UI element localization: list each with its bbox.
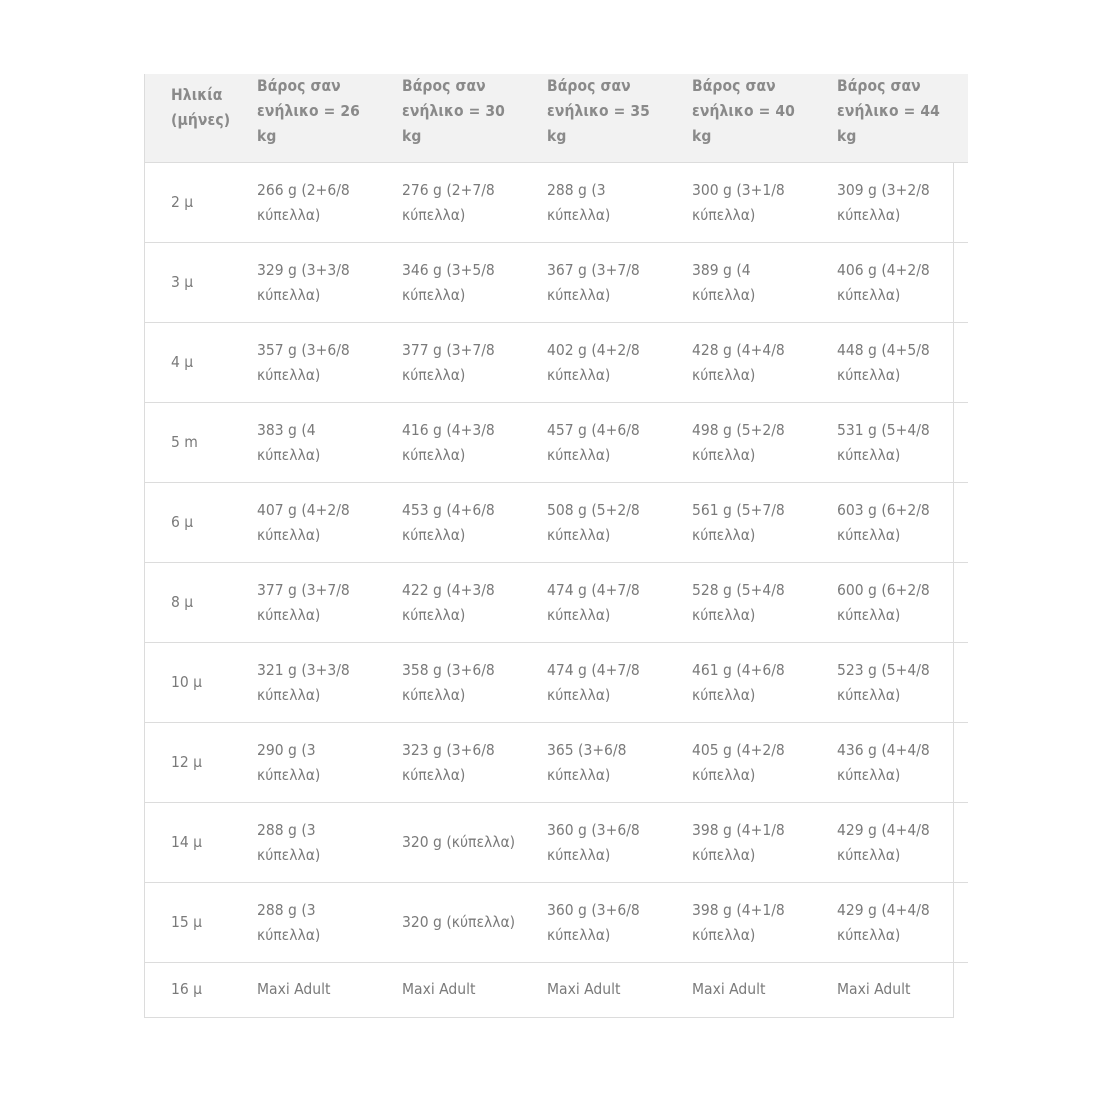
portion-line: κύπελλα)	[837, 525, 901, 544]
header-weight-0	[243, 74, 388, 162]
portion-cell	[243, 722, 388, 802]
header-weight-line: Βάρος σαν	[837, 77, 921, 95]
portion-line: κύπελλα)	[547, 845, 611, 864]
portion-line: κύπελλα)	[547, 365, 611, 384]
portion-cell	[678, 562, 823, 642]
header-weight-4	[823, 74, 968, 162]
portion-line: 528 g (5+4/8	[692, 580, 785, 599]
portion-line: κύπελλα)	[837, 605, 901, 624]
header-row	[145, 74, 968, 162]
header-age-line: Ηλικία	[171, 86, 223, 104]
age-cell: 5 m	[171, 432, 198, 451]
table-row	[145, 802, 968, 882]
portion-line: 531 g (5+4/8	[837, 420, 930, 439]
portion-line: 266 g (2+6/8	[257, 180, 350, 199]
portion-line: 346 g (3+5/8	[402, 260, 495, 279]
header-weight-1	[388, 74, 533, 162]
header-weight-line: kg	[402, 127, 422, 145]
portion-line: 429 g (4+4/8	[837, 900, 930, 919]
portion-line: 321 g (3+3/8	[257, 660, 350, 679]
portion-line: κύπελλα)	[257, 765, 321, 784]
portion-line: 367 g (3+7/8	[547, 260, 640, 279]
portion-line: 508 g (5+2/8	[547, 500, 640, 519]
portion-line: κύπελλα)	[257, 845, 321, 864]
portion-cell	[823, 162, 968, 242]
portion-cell	[678, 642, 823, 722]
portion-line: 360 g (3+6/8	[547, 900, 640, 919]
table-row	[145, 642, 968, 722]
portion-cell	[243, 882, 388, 962]
portion-line: κύπελλα)	[257, 285, 321, 304]
portion-cell	[388, 242, 533, 322]
portion-cell	[823, 322, 968, 402]
portion-cell	[388, 802, 533, 882]
portion-cell	[388, 562, 533, 642]
portion-line: κύπελλα)	[257, 365, 321, 384]
portion-line: κύπελλα)	[547, 685, 611, 704]
feeding-table-container	[144, 74, 954, 1018]
portion-cell	[823, 482, 968, 562]
portion-line: 323 g (3+6/8	[402, 740, 495, 759]
portion-line: 288 g (3	[257, 900, 316, 919]
portion-line: Maxi Adult	[547, 980, 621, 999]
portion-line: κύπελλα)	[257, 525, 321, 544]
age-cell: 3 μ	[171, 272, 194, 291]
table-row	[145, 882, 968, 962]
portion-line: κύπελλα)	[837, 285, 901, 304]
portion-line: 290 g (3	[257, 740, 316, 759]
table-row	[145, 482, 968, 562]
portion-line: κύπελλα)	[257, 205, 321, 224]
portion-cell	[823, 962, 968, 1017]
portion-cell	[388, 722, 533, 802]
portion-cell	[533, 882, 678, 962]
table-row	[145, 962, 968, 1017]
portion-cell	[533, 242, 678, 322]
age-cell: 14 μ	[171, 832, 203, 851]
table-row	[145, 322, 968, 402]
portion-cell	[243, 962, 388, 1017]
header-age	[145, 74, 243, 162]
portion-line: κύπελλα)	[692, 925, 756, 944]
portion-line: 561 g (5+7/8	[692, 500, 785, 519]
portion-cell	[678, 402, 823, 482]
table-row	[145, 402, 968, 482]
portion-line: 365 (3+6/8	[547, 740, 627, 759]
portion-line: 360 g (3+6/8	[547, 820, 640, 839]
portion-cell	[823, 882, 968, 962]
portion-cell	[678, 242, 823, 322]
portion-line: Maxi Adult	[257, 980, 331, 999]
header-weight-line: Βάρος σαν	[257, 77, 341, 95]
header-weight-3	[678, 74, 823, 162]
portion-line: Maxi Adult	[402, 980, 476, 999]
portion-line: κύπελλα)	[547, 285, 611, 304]
portion-cell	[678, 482, 823, 562]
portion-line: κύπελλα)	[692, 845, 756, 864]
portion-line: κύπελλα)	[402, 525, 466, 544]
portion-cell	[533, 482, 678, 562]
portion-line: κύπελλα)	[692, 365, 756, 384]
portion-line: 600 g (6+2/8	[837, 580, 930, 599]
age-cell: 16 μ	[171, 980, 203, 999]
header-weight-line: Βάρος σαν	[692, 77, 776, 95]
portion-cell	[388, 962, 533, 1017]
portion-line: κύπελλα)	[837, 685, 901, 704]
header-weight-line: kg	[257, 127, 277, 145]
portion-cell	[823, 642, 968, 722]
portion-line: 407 g (4+2/8	[257, 500, 350, 519]
portion-line: 358 g (3+6/8	[402, 660, 495, 679]
portion-line: 357 g (3+6/8	[257, 340, 350, 359]
portion-cell	[678, 722, 823, 802]
portion-line: κύπελλα)	[402, 685, 466, 704]
portion-line: Maxi Adult	[692, 980, 766, 999]
portion-cell	[678, 802, 823, 882]
portion-line: κύπελλα)	[692, 525, 756, 544]
portion-line: 276 g (2+7/8	[402, 180, 495, 199]
portion-line: κύπελλα)	[692, 765, 756, 784]
portion-cell	[243, 162, 388, 242]
portion-line: 320 g (κύπελλα)	[402, 912, 516, 931]
portion-cell	[388, 402, 533, 482]
portion-cell	[533, 802, 678, 882]
portion-line: 436 g (4+4/8	[837, 740, 930, 759]
age-cell: 15 μ	[171, 912, 203, 931]
table-body	[145, 162, 968, 1017]
portion-line: 498 g (5+2/8	[692, 420, 785, 439]
portion-line: 428 g (4+4/8	[692, 340, 785, 359]
portion-line: 309 g (3+2/8	[837, 180, 930, 199]
age-cell: 8 μ	[171, 592, 194, 611]
portion-line: κύπελλα)	[402, 765, 466, 784]
header-weight-line: kg	[547, 127, 567, 145]
portion-cell	[823, 802, 968, 882]
header-age-line: (μήνες)	[171, 111, 231, 129]
portion-line: 300 g (3+1/8	[692, 180, 785, 199]
age-cell: 6 μ	[171, 512, 194, 531]
portion-cell	[533, 642, 678, 722]
portion-cell	[533, 322, 678, 402]
portion-cell	[388, 642, 533, 722]
portion-line: 461 g (4+6/8	[692, 660, 785, 679]
portion-line: 406 g (4+2/8	[837, 260, 930, 279]
table-row	[145, 562, 968, 642]
header-weight-line: Βάρος σαν	[547, 77, 631, 95]
portion-cell	[388, 322, 533, 402]
portion-line: κύπελλα)	[547, 765, 611, 784]
portion-cell	[243, 642, 388, 722]
portion-line: κύπελλα)	[692, 445, 756, 464]
portion-cell	[823, 562, 968, 642]
portion-line: 377 g (3+7/8	[257, 580, 350, 599]
header-weight-line: kg	[692, 127, 712, 145]
portion-line: κύπελλα)	[547, 605, 611, 624]
header-weight-line: ενήλικο = 44	[837, 102, 940, 120]
header-weight-line: Βάρος σαν	[402, 77, 486, 95]
portion-cell	[243, 322, 388, 402]
portion-line: 405 g (4+2/8	[692, 740, 785, 759]
portion-cell	[533, 722, 678, 802]
portion-line: κύπελλα)	[402, 205, 466, 224]
portion-line: 383 g (4	[257, 420, 316, 439]
table-row	[145, 722, 968, 802]
portion-line: 474 g (4+7/8	[547, 660, 640, 679]
portion-line: κύπελλα)	[257, 445, 321, 464]
portion-cell	[243, 402, 388, 482]
portion-cell	[823, 722, 968, 802]
portion-line: 448 g (4+5/8	[837, 340, 930, 359]
portion-line: κύπελλα)	[257, 925, 321, 944]
portion-cell	[533, 562, 678, 642]
header-weight-line: ενήλικο = 26	[257, 102, 360, 120]
portion-line: 402 g (4+2/8	[547, 340, 640, 359]
portion-line: κύπελλα)	[402, 285, 466, 304]
portion-line: κύπελλα)	[547, 205, 611, 224]
portion-cell	[388, 882, 533, 962]
portion-line: 398 g (4+1/8	[692, 820, 785, 839]
portion-line: κύπελλα)	[547, 525, 611, 544]
portion-cell	[678, 962, 823, 1017]
portion-line: κύπελλα)	[547, 445, 611, 464]
portion-line: κύπελλα)	[837, 845, 901, 864]
portion-line: κύπελλα)	[837, 925, 901, 944]
portion-cell	[243, 562, 388, 642]
feeding-table	[145, 74, 968, 1017]
header-weight-line: ενήλικο = 40	[692, 102, 795, 120]
portion-line: κύπελλα)	[837, 765, 901, 784]
portion-cell	[388, 162, 533, 242]
age-cell: 10 μ	[171, 672, 203, 691]
portion-line: 288 g (3	[257, 820, 316, 839]
header-weight-2	[533, 74, 678, 162]
portion-line: 453 g (4+6/8	[402, 500, 495, 519]
portion-line: 422 g (4+3/8	[402, 580, 495, 599]
portion-line: 320 g (κύπελλα)	[402, 832, 516, 851]
portion-cell	[678, 322, 823, 402]
portion-line: κύπελλα)	[257, 685, 321, 704]
header-weight-line: kg	[837, 127, 857, 145]
age-cell: 2 μ	[171, 192, 194, 211]
portion-cell	[243, 802, 388, 882]
header-weight-line: ενήλικο = 35	[547, 102, 650, 120]
portion-line: 429 g (4+4/8	[837, 820, 930, 839]
portion-line: 416 g (4+3/8	[402, 420, 495, 439]
portion-line: κύπελλα)	[692, 285, 756, 304]
portion-line: κύπελλα)	[837, 205, 901, 224]
portion-line: 457 g (4+6/8	[547, 420, 640, 439]
portion-line: κύπελλα)	[692, 205, 756, 224]
portion-line: κύπελλα)	[547, 925, 611, 944]
portion-line: 329 g (3+3/8	[257, 260, 350, 279]
portion-cell	[533, 162, 678, 242]
portion-cell	[388, 482, 533, 562]
portion-line: κύπελλα)	[257, 605, 321, 624]
age-cell: 12 μ	[171, 752, 203, 771]
portion-cell	[823, 242, 968, 322]
portion-line: κύπελλα)	[692, 685, 756, 704]
portion-line: κύπελλα)	[402, 365, 466, 384]
portion-line: κύπελλα)	[692, 605, 756, 624]
table-header	[145, 74, 968, 162]
portion-line: Maxi Adult	[837, 980, 911, 999]
portion-line: 474 g (4+7/8	[547, 580, 640, 599]
portion-cell	[823, 402, 968, 482]
portion-cell	[533, 402, 678, 482]
portion-cell	[678, 882, 823, 962]
portion-line: 389 g (4	[692, 260, 751, 279]
portion-line: 377 g (3+7/8	[402, 340, 495, 359]
portion-cell	[533, 962, 678, 1017]
table-row	[145, 162, 968, 242]
portion-line: 523 g (5+4/8	[837, 660, 930, 679]
portion-line: κύπελλα)	[402, 605, 466, 624]
portion-line: 603 g (6+2/8	[837, 500, 930, 519]
age-cell: 4 μ	[171, 352, 194, 371]
portion-cell	[678, 162, 823, 242]
table-row	[145, 242, 968, 322]
header-weight-line: ενήλικο = 30	[402, 102, 505, 120]
portion-line: 398 g (4+1/8	[692, 900, 785, 919]
portion-cell	[243, 242, 388, 322]
portion-line: 288 g (3	[547, 180, 606, 199]
portion-cell	[243, 482, 388, 562]
portion-line: κύπελλα)	[402, 445, 466, 464]
portion-line: κύπελλα)	[837, 365, 901, 384]
portion-line: κύπελλα)	[837, 445, 901, 464]
